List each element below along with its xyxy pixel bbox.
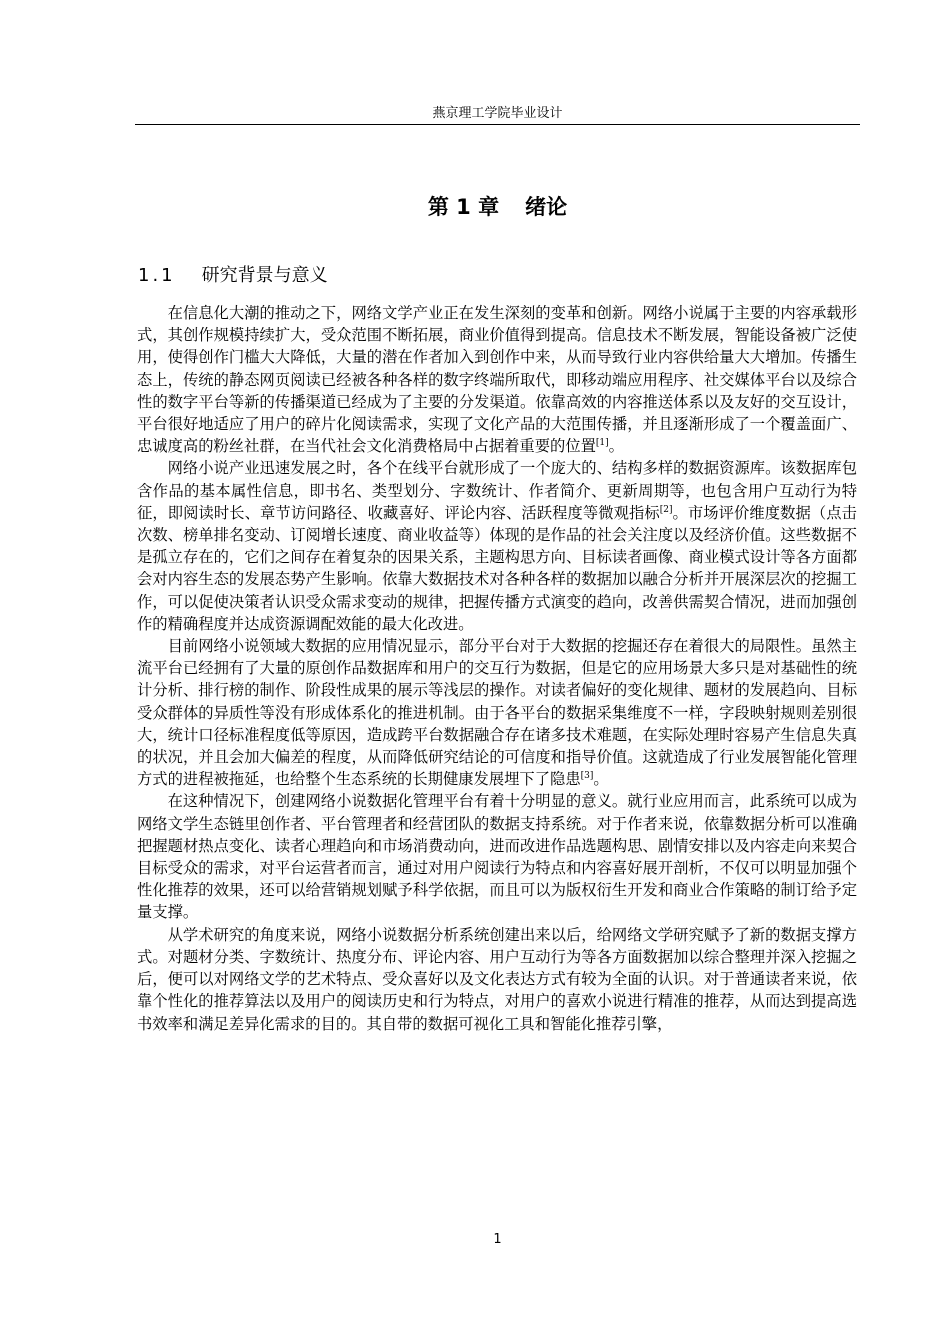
citation[interactable]: [3] xyxy=(580,771,594,782)
section-number: 1.1 xyxy=(138,265,176,286)
header-title: 燕京理工学院毕业设计 xyxy=(432,106,563,121)
page-header xyxy=(135,104,860,125)
chapter-name: 绪论 xyxy=(525,195,568,219)
paragraph: 在这种情况下，创建网络小说数据化管理平台有着十分明显的意义。就行业应用而言，此系统可以成为网络文学生态链里创作者、平台管理者和经营团队的数据支持系统。对于作者来说，依靠数据分析可以准确把握题材热点变化、读者心理趋向和市场消费动向，进而改进作品选题构思、剧情安排以及内容走向来契合目标受众的需求，对平台运营者而言，通过对用户阅读行为特点和内容喜好展开剖析，不仅可以明显加强个性化推荐的效果，还可以给营销规划赋予科学依据，而且可以为版权衍生开发和商业合作策略的制订给予定量支撑。 xyxy=(137,792,857,922)
section-title xyxy=(138,262,328,290)
page-number: 1 xyxy=(493,1232,502,1247)
citation[interactable]: [2] xyxy=(659,504,673,515)
chapter-number: 第 1 章 xyxy=(427,195,500,219)
paragraph: 从学术研究的角度来说，网络小说数据分析系统创建出来以后，给网络文学研究赋予了新的数据支撑方式。对题材分类、字数统计、热度分布、评论内容、用户互动行为等各方面数据加以综合整理并深入挖掘之后，便可以对网络文学的艺术特点、受众喜好以及文化表达方式有较为全面的认识。对于普通读者来说，依靠个性化的推荐算法以及用户的阅读历史和行为特点，对用户的喜欢小说进行精准的推荐，从而达到提高选书效率和满足差异化需求的目的。其自带的数据可视化工具和智能化推荐引擎， xyxy=(137,925,857,1033)
body-text xyxy=(137,302,857,1035)
citation[interactable]: [1] xyxy=(595,438,609,449)
paragraph: 在信息化大潮的推动之下，网络文学产业正在发生深刻的变革和创新。网络小说属于主要的内容承载形式，其创作规模持续扩大，受众范围不断拓展，商业价值得到提高。信息技术不断发展，智能设备被广泛使用，使得创作门槛大大降低，大量的潜在作者加入到创作中来，从而导致行业内容供给量大大增加。传播生态上，传统的静态网页阅读已经被各种各样的数字终端所取代，即移动端应用程序、社交媒体平台以及综合性的数字平台等新的传播渠道已经成为了主要的分发渠道。依靠高效的内容推送体系以及友好的交互设计，平台很好地适应了用户的碎片化阅读需求，实现了文化产品的大范围传播，并且逐渐形成了一个覆盖面广、忠诚度高的粉丝社群，在当代社会文化消费格局中占据着重要的位置[1]。 xyxy=(137,304,857,456)
paragraph: 网络小说产业迅速发展之时，各个在线平台就形成了一个庞大的、结构多样的数据资源库。该数据库包含作品的基本属性信息，即书名、类型划分、字数统计、作者简介、更新周期等，也包含用户互动行为特征，即阅读时长、章节访问路径、收藏喜好、评论内容、活跃程度等微观指标[2]。市场评价维度数据（点击次数、榜单排名变动、订阅增长速度、商业收益等）体现的是作品的社会关注度以及经济价值。这些数据不是孤立存在的，它们之间存在着复杂的因果关系，主题构思方向、目标读者画像、商业模式设计等各方面都会对内容生态的发展态势产生影响。依靠大数据技术对各种各样的数据加以融合分析并开展深层次的挖掘工作，可以促使决策者认识受众需求变动的规律，把握传播方式演变的趋向，改善供需契合情况，进而加强创作的精确程度并达成资源调配效能的最大化改进。 xyxy=(137,459,857,633)
paragraph: 目前网络小说领域大数据的应用情况显示，部分平台对于大数据的挖掘还存在着很大的局限性。虽然主流平台已经拥有了大量的原创作品数据库和用户的交互行为数据，但是它的应用场景大多只是对基础性的统计分析、排行榜的制作、阶段性成果的展示等浅层的操作。对读者偏好的变化规律、题材的发展趋向、目标受众群体的异质性等没有形成体系化的推进机制。由于各平台的数据采集维度不一样，字段映射规则差别很大，统计口径标准程度低等原因，造成跨平台数据融合存在诸多技术难题，在实际处理时容易产生信息失真的状况，并且会加大偏差的程度，从而降低研究结论的可信度和指导价值。这就造成了行业发展智能化管理方式的进程被拖延，也给整个生态系统的长期健康发展埋下了隐患[3]。 xyxy=(137,637,857,789)
section-name: 研究背景与意义 xyxy=(201,265,328,286)
chapter-title xyxy=(135,191,860,223)
